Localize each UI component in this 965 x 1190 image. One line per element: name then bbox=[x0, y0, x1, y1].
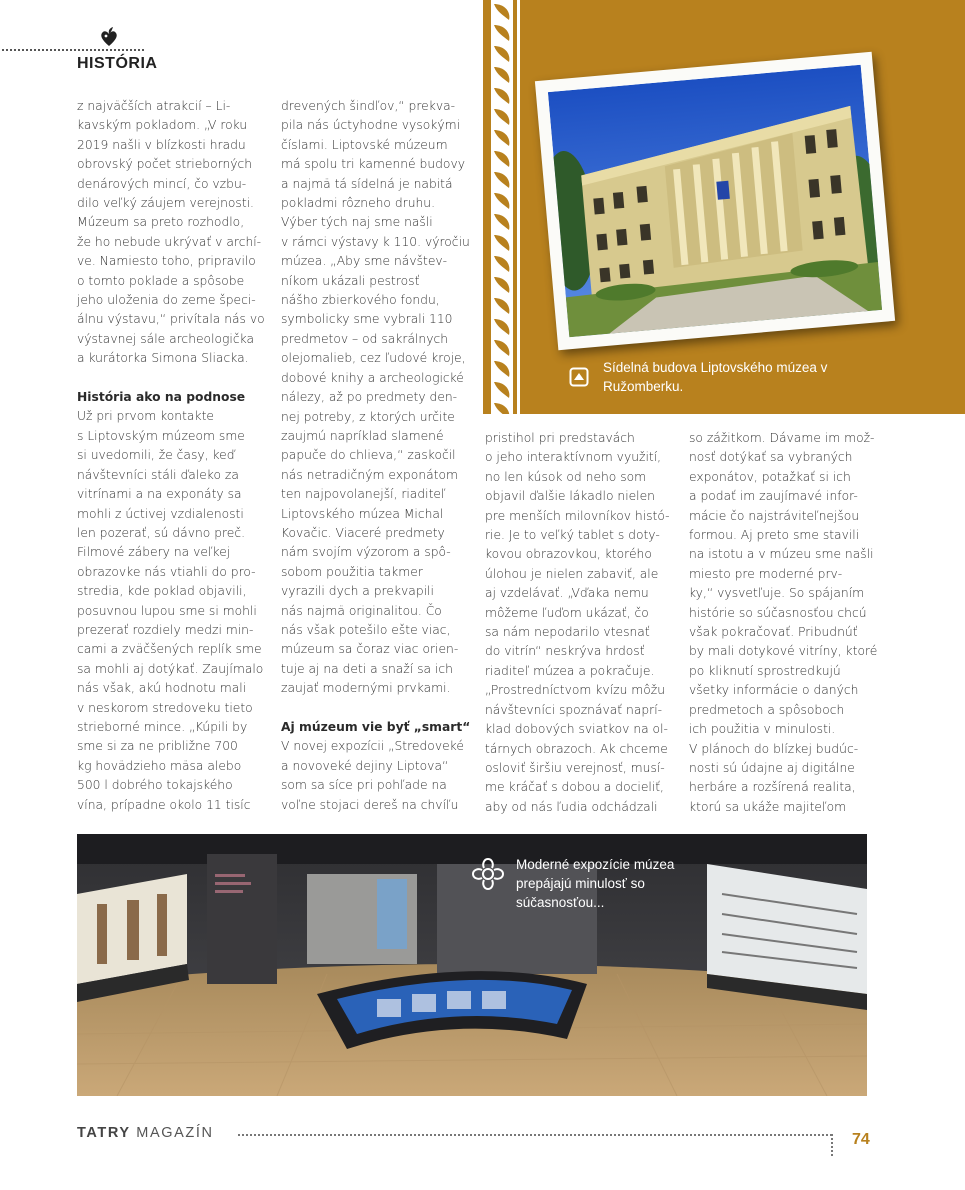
text-line: prezerať rozdiely medzi min- bbox=[77, 622, 254, 637]
text-line: drevených šindľov,“ prekva- bbox=[281, 99, 456, 113]
text-line: stredia, kde poklad objavili, bbox=[77, 584, 247, 599]
text-line: herbáre a rozšírená realita, bbox=[689, 780, 856, 795]
text-line: strieborné mince. „Kúpili by bbox=[77, 719, 248, 734]
text-line: Už pri prvom kontakte bbox=[77, 409, 214, 424]
text-line: len pozerať, sú dávno preč. bbox=[77, 525, 246, 540]
subheading: História ako na podnose bbox=[77, 390, 246, 405]
text-line: miesto pre moderné prv- bbox=[689, 566, 843, 581]
text-line: histórie so súčasnosťou chcú bbox=[689, 605, 867, 620]
text-line: exponátov, potažkať si ich bbox=[689, 469, 851, 484]
text-line: níkom ukázali pestrosť bbox=[281, 273, 420, 288]
text-line: dobové knihy a archeologické bbox=[281, 370, 464, 385]
text-line: sobom použitia takmer bbox=[281, 564, 423, 579]
flower-outline-icon bbox=[470, 856, 506, 892]
text-line: mohli z úctivej vzdialenosti bbox=[77, 506, 244, 521]
text-column-4 bbox=[689, 429, 879, 817]
paragraph-gap bbox=[77, 369, 267, 388]
text-line: po kliknutí sprostredkujú bbox=[689, 663, 841, 678]
text-line: číslami. Liptovské múzeum bbox=[281, 137, 448, 152]
header-divider bbox=[2, 49, 144, 51]
text-line: sa nám nepodarilo vtesnať bbox=[485, 625, 650, 640]
text-line: na istotu a v múzeu sme našli bbox=[689, 547, 874, 562]
text-line: ve. Namiesto toho, pripravilo bbox=[77, 254, 256, 269]
text-line: osloviť širšiu verejnosť, musí- bbox=[485, 760, 665, 775]
text-line: v neskorom stredoveku tieto bbox=[77, 700, 253, 715]
text-line: posuvnou lupou sme si mohli bbox=[77, 603, 257, 618]
building-photo-caption: Sídelná budova Liptovského múzea v Ružomberku. bbox=[603, 360, 828, 394]
text-line: že ho nebude ukrývať v archí- bbox=[77, 234, 262, 249]
text-line: môžeme ľuďom ukázať, čo bbox=[485, 605, 649, 620]
text-line: všetky informácie o daných bbox=[689, 683, 859, 698]
text-line: tárnych obrazoch. Ak chceme bbox=[485, 741, 668, 756]
text-line: si uvedomili, že časy, keď bbox=[77, 448, 235, 463]
text-line: nás však, akú hodnotu mali bbox=[77, 681, 247, 696]
text-line: pre menších milovníkov histó- bbox=[485, 508, 670, 523]
museum-building-photo bbox=[535, 52, 895, 350]
text-line: v rámci výstavy k 110. výročiu bbox=[281, 234, 470, 249]
text-line: symbolicky sme vybrali 110 bbox=[281, 312, 453, 327]
text-line: Múzeum sa preto rozhodlo, bbox=[77, 215, 245, 230]
text-line: Výber tých naj sme našli bbox=[281, 215, 433, 230]
text-line: výstavnej sále archeologička bbox=[77, 331, 255, 346]
text-line: úlohou je nielen zabaviť, ale bbox=[485, 566, 659, 581]
text-line: V novej expozícii „Stredoveké bbox=[281, 739, 464, 754]
text-line: múzeum sa čoraz viac orien- bbox=[281, 642, 459, 657]
text-line: jeho uloženia do zeme špeci- bbox=[77, 293, 256, 308]
rope-border-decoration bbox=[483, 0, 521, 414]
text-line: mácie čo najstráviteľnejšou bbox=[689, 508, 860, 523]
text-line: klad dobových sviatkov na ol- bbox=[485, 722, 668, 737]
text-line: rie. Je to veľký tablet s doty- bbox=[485, 528, 660, 543]
text-line: obrovský počet strieborných bbox=[77, 157, 253, 172]
text-line: formou. Aj preto sme stavili bbox=[689, 528, 860, 543]
text-line: olejomalieb, cez ľudové kroje, bbox=[281, 351, 466, 366]
text-line: návštevníci stáli ďaleko za bbox=[77, 467, 239, 482]
text-line: ten najpovolanejší, riaditeľ bbox=[281, 487, 446, 502]
footer-divider bbox=[238, 1134, 832, 1136]
text-line: tuje aj na deti a snaží sa ich bbox=[281, 661, 453, 676]
page-number: 74 bbox=[852, 1131, 870, 1148]
text-line: dilo veľký záujem verejnosti. bbox=[77, 196, 254, 211]
paragraph-gap bbox=[281, 699, 471, 718]
text-line: nám svojím výzorom a spô- bbox=[281, 545, 451, 560]
panorama-caption: Moderné expozície múzea prepájajú minulosť so súčasnosťou... bbox=[516, 857, 675, 910]
text-line: s Liptovským múzeom sme bbox=[77, 428, 245, 443]
text-line: do vitrín“ neskrýva hrdosť bbox=[485, 644, 645, 659]
text-line: nej potreby, z ktorých určite bbox=[281, 409, 455, 424]
subheading: Aj múzeum vie byť „smart“ bbox=[281, 719, 471, 734]
text-line: a podať im zaujímavé infor- bbox=[689, 489, 858, 504]
brand-light: MAGAZÍN bbox=[136, 1125, 214, 1141]
text-line: aby od nás ľudia odchádzali bbox=[485, 799, 658, 814]
text-line: nás netradičným exponátom bbox=[281, 467, 458, 482]
text-line: riaditeľ múzea a pokračuje. bbox=[485, 663, 655, 678]
triangle-up-box-icon bbox=[569, 367, 589, 387]
text-line: vína, prípadne okolo 11 tisíc bbox=[77, 797, 251, 812]
text-line: však pokračovať. Pribudnúť bbox=[689, 625, 858, 640]
text-line: a novoveké dejiny Liptova“ bbox=[281, 758, 449, 773]
text-line: nosť dotýkať sa vybraných bbox=[689, 450, 853, 465]
text-line: pila nás úctyhodne vysokými bbox=[281, 118, 461, 133]
text-line: z najväčších atrakcií – Li- bbox=[77, 99, 231, 113]
text-line: ky,“ vysvetľuje. So spájaním bbox=[689, 586, 865, 601]
text-line: álnu výstavu,“ privítala nás vo bbox=[77, 312, 265, 327]
text-line: 500 l dobrého tokajského bbox=[77, 778, 233, 793]
text-line: a najmä tá sídelná je nabitá bbox=[281, 176, 453, 191]
text-line: zaujmú napríklad slamené bbox=[281, 428, 444, 443]
text-line: vitrínami a na exponáty sa bbox=[77, 487, 242, 502]
text-line: „Prostredníctvom kvízu môžu bbox=[485, 683, 666, 698]
text-line: nás však potešilo ešte viac, bbox=[281, 622, 451, 637]
text-line: denárových mincí, čo vzbu- bbox=[77, 176, 247, 191]
section-title: HISTÓRIA bbox=[77, 55, 158, 72]
text-line: nás najmä originalitou. Čo bbox=[281, 603, 442, 618]
text-line: kavským pokladom. „V roku bbox=[77, 118, 248, 133]
text-line: o jeho interaktívnom využití, bbox=[485, 450, 662, 465]
text-line: no len kúsok od neho som bbox=[485, 469, 647, 484]
text-line: nosti sú údajne aj digitálne bbox=[689, 760, 855, 775]
text-line: Kovačic. Viaceré predmety bbox=[281, 525, 445, 540]
text-line: Liptovského múzea Michal bbox=[281, 506, 444, 521]
text-line: so zážitkom. Dávame im mož- bbox=[689, 431, 875, 445]
text-line: kovou obrazovkou, ktorého bbox=[485, 547, 652, 562]
text-line: papuče do chlieva,“ zaskočil bbox=[281, 448, 456, 463]
text-line: by mali dotykové vitríny, ktoré bbox=[689, 644, 878, 659]
magazine-brand bbox=[77, 1125, 214, 1141]
text-line: predmetoch a spôsoboch bbox=[689, 702, 845, 717]
text-line: múzea. „Aby sme návštev- bbox=[281, 254, 448, 269]
text-line: obrazovke nás vtiahli do pro- bbox=[77, 564, 256, 579]
text-line: nálezy, až po predmety den- bbox=[281, 390, 458, 405]
text-column-3 bbox=[485, 429, 675, 817]
text-line: vyrazili dych a prekvapili bbox=[281, 584, 434, 599]
text-line: sa mohli aj dotýkať. Zaujímalo bbox=[77, 661, 264, 676]
text-line: pristihol pri predstavách bbox=[485, 431, 635, 445]
text-line: sme si za ne približne 700 bbox=[77, 739, 238, 754]
text-line: kg hovädzieho mäsa alebo bbox=[77, 758, 242, 773]
text-line: cami a zväčšených replík sme bbox=[77, 642, 262, 657]
text-line: me kráčať s dobou a docieliť, bbox=[485, 780, 664, 795]
text-line: ich použitia v minulosti. bbox=[689, 722, 836, 737]
text-line: Filmové zábery na veľkej bbox=[77, 545, 231, 560]
text-line: objavil ďalšie lákadlo nielen bbox=[485, 489, 655, 504]
text-line: o tomto poklade a spôsobe bbox=[77, 273, 245, 288]
text-line: nášho zbierkového fondu, bbox=[281, 293, 440, 308]
text-line: zaujať modernými prvkami. bbox=[281, 681, 451, 696]
footer-divider-vertical bbox=[831, 1134, 833, 1156]
text-line: som sa síce pri pohľade na bbox=[281, 778, 447, 793]
text-line: pokladmi rôzneho druhu. bbox=[281, 196, 436, 211]
text-line: aj vzdelávať. „Vďaka nemu bbox=[485, 586, 649, 601]
text-line: voľne stojaci dereš na chvíľu bbox=[281, 797, 459, 812]
text-column-1 bbox=[77, 97, 267, 815]
text-line: V plánoch do blízkej budúc- bbox=[689, 741, 859, 756]
text-column-2 bbox=[281, 97, 471, 815]
text-line: a kurátorka Simona Sliacka. bbox=[77, 351, 249, 366]
text-line: predmetov – od sakrálnych bbox=[281, 331, 449, 346]
heart-leaf-icon bbox=[98, 26, 120, 48]
text-line: ktorú sa ukáže majiteľom bbox=[689, 799, 847, 814]
text-line: má spolu tri kamenné budovy bbox=[281, 157, 466, 172]
brand-bold: TATRY bbox=[77, 1125, 131, 1141]
text-line: návštevníci spoznávať naprí- bbox=[485, 702, 663, 717]
text-line: 2019 našli v blízkosti hradu bbox=[77, 137, 246, 152]
